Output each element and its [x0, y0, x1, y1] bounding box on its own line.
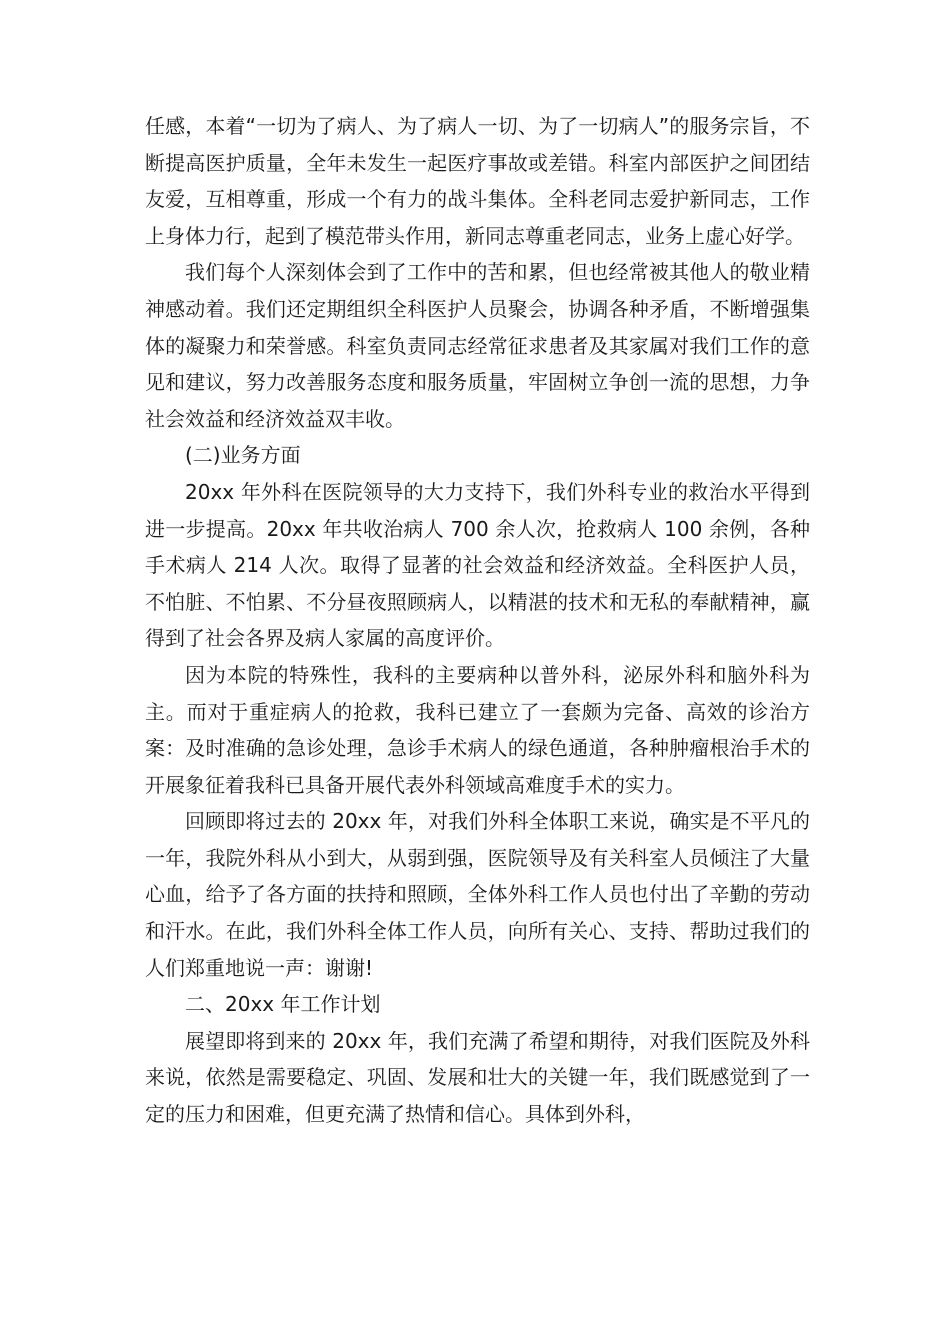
paragraph-review-thanks: 回顾即将过去的 20xx 年，对我们外科全体职工来说，确实是不平凡的一年，我院外科从小到大，从弱到强，医院领导及有关科室人员倾注了大量心血，给予了各方面的扶持和照顾，全体外科工作人员也付出了辛勤的劳动和汗水。在此，我们外科全体工作人员，向所有关心、支持、帮助过我们的人们郑重地说一声：谢谢! — [145, 809, 810, 980]
section-heading-business: (二)业务方面 — [185, 443, 301, 468]
paragraph-team-spirit: 我们每个人深刻体会到了工作中的苦和累，但也经常被其他人的敬业精神感动着。我们还定期组织全科医护人员聚会，协调各种矛盾，不断增强集体的凝聚力和荣誉感。科室负责同志经常征求患者及其家属对我们工作的意见和建议，努力改善服务态度和服务质量，牢固树立争创一流的思想，力争社会效益和经济效益双丰收。 — [145, 260, 810, 431]
section-heading-work-plan: 二、20xx 年工作计划 — [185, 992, 381, 1017]
document-body — [145, 108, 810, 1133]
paragraph-continuation: 任感，本着“一切为了病人、为了病人一切、为了一切病人”的服务宗旨，不断提高医护质量，全年未发生一起医疗事故或差错。科室内部医护之间团结友爱，互相尊重，形成一个有力的战斗集体。全科老同志爱护新同志，工作上身体力行，起到了模范带头作用，新同志尊重老同志，业务上虚心好学。 — [145, 114, 810, 248]
paragraph-outlook: 展望即将到来的 20xx 年，我们充满了希望和期待，对我们医院及外科来说，依然是需要稳定、巩固、发展和壮大的关键一年，我们既感觉到了一定的压力和困难，但更充满了热情和信心。具体到外科， — [145, 1028, 810, 1127]
paragraph-specialties: 因为本院的特殊性，我科的主要病种以普外科，泌尿外科和脑外科为主。而对于重症病人的抢救，我科已建立了一套颇为完备、高效的诊治方案：及时准确的急诊处理，急诊手术病人的绿色通道，各种肿瘤根治手术的开展象征着我科已具备开展代表外科领域高难度手术的实力。 — [145, 662, 810, 797]
paragraph-treatment-stats: 20xx 年外科在医院领导的大力支持下，我们外科专业的救治水平得到进一步提高。20xx 年共收治病人 700 余人次，抢救病人 100 余例，各种手术病人 214 人次。取得了显著的社会效益和经济效益。全科医护人员，不怕脏、不怕累、不分昼夜照顾病人，以精湛的技术和无私的奉献精神，赢得到了社会各界及病人家属的高度评价。 — [145, 479, 810, 651]
